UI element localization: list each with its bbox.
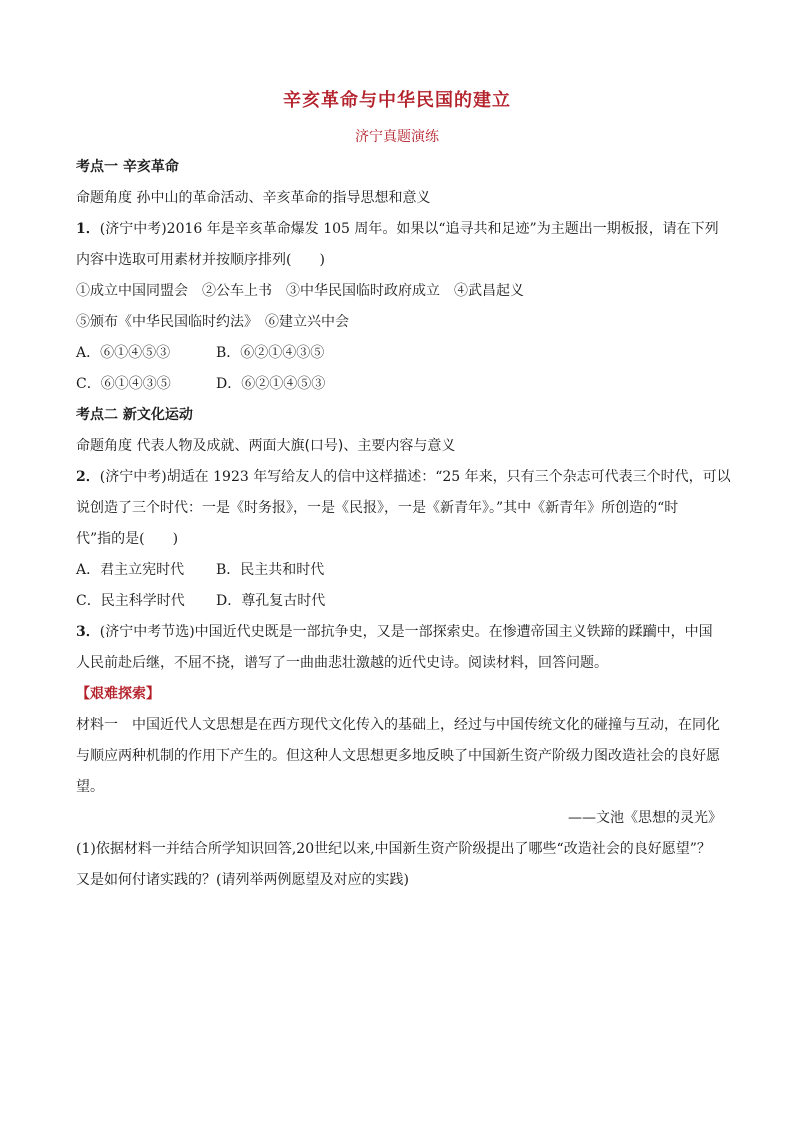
question-3-number: 3． [76, 624, 100, 640]
section1-angle: 命题角度 孙中山的革命活动、辛亥革命的指导思想和意义 [76, 190, 431, 206]
question-2-text-1: (济宁中考)胡适在 1923 年写给友人的信中这样描述：“25 年来，只有三个杂志可代表三个时代，可以 [99, 469, 731, 485]
page-subtitle: 济宁真题演练 [355, 129, 439, 145]
question-1-line-1 [76, 214, 722, 245]
document-body [76, 152, 731, 896]
question-3-text-2: 人民前赴后继，不屈不挠，谱写了一曲曲悲壮激越的近代史诗。阅读材料，回答问题。 [76, 655, 608, 671]
sub-question-1-line-1: (1)依据材料一并结合所学知识回答,20世纪以来,中国新生资产阶级提出了哪些“改造社会的良好愿望”？ [76, 841, 711, 857]
section2-angle: 命题角度 代表人物及成就、两面大旗(口号)、主要内容与意义 [76, 438, 456, 454]
question-1-text-1: (济宁中考)2016 年是辛亥革命爆发 105 周年。如果以“追寻共和足迹”为主题出一期板报，请在下列 [99, 221, 719, 237]
question-3-line-1 [76, 617, 722, 648]
section2-heading: 考点二 新文化运动 [76, 407, 193, 423]
question-2-option-c: C．民主科学时代 [76, 593, 185, 609]
question-1-text-2: 内容中选取可用素材并按顺序排列( ) [76, 252, 325, 268]
explore-label: 【艰难探索】 [76, 686, 160, 702]
material-1-line-3: 望。 [76, 779, 104, 795]
question-2-options-row-1 [76, 555, 722, 586]
question-1-option-d: D．⑥②①④⑤③ [216, 376, 326, 392]
question-1-option-c: C．⑥①④③⑤ [76, 376, 171, 392]
question-1-items-2: ⑤颁布《中华民国临时约法》 ⑥建立兴中会 [76, 314, 349, 330]
question-2-option-d: D．尊孔复古时代 [216, 593, 326, 609]
question-2-text-2: 说创造了三个时代：一是《时务报》，一是《民报》，一是《新青年》。”其中《新青年》所创造的“时 [76, 500, 679, 516]
material-source: ——文池《思想的灵光》 [568, 810, 722, 826]
question-2-number: 2． [76, 469, 100, 485]
section1-heading: 考点一 辛亥革命 [76, 159, 179, 175]
sub-question-1-line-2: 又是如何付诸实践的？(请列举两例愿望及对应的实践) [76, 872, 409, 888]
question-2-option-b: B．民主共和时代 [216, 562, 325, 578]
question-2-line-1 [76, 462, 731, 493]
page-title: 辛亥革命与中华民国的建立 [283, 90, 511, 111]
question-1-option-b: B．⑥②①④③⑤ [216, 345, 325, 361]
question-2-option-a: A．君主立宪时代 [76, 562, 185, 578]
question-1-option-a: A．⑥①④⑤③ [76, 345, 171, 361]
question-1-items-1: ①成立中国同盟会 ②公车上书 ③中华民国临时政府成立 ④武昌起义 [76, 283, 524, 299]
material-1-line-1: 材料一 中国近代人文思想是在西方现代文化传入的基础上，经过与中国传统文化的碰撞与互动，在同化 [76, 717, 720, 733]
question-1-options-row-2 [76, 369, 722, 400]
question-3-text-1: (济宁中考节选)中国近代史既是一部抗争史，又是一部探索史。在惨遭帝国主义铁蹄的蹂躏中，中国 [99, 624, 713, 640]
question-1-options-row-1 [76, 338, 722, 369]
material-1-line-2: 与顺应两种机制的作用下产生的。但这种人文思想更多地反映了中国新生资产阶级力图改造社会的良好愿 [76, 748, 720, 764]
question-1-number: 1． [76, 221, 100, 237]
question-2-options-row-2 [76, 586, 722, 617]
question-2-text-3: 代”指的是( ) [76, 531, 179, 547]
